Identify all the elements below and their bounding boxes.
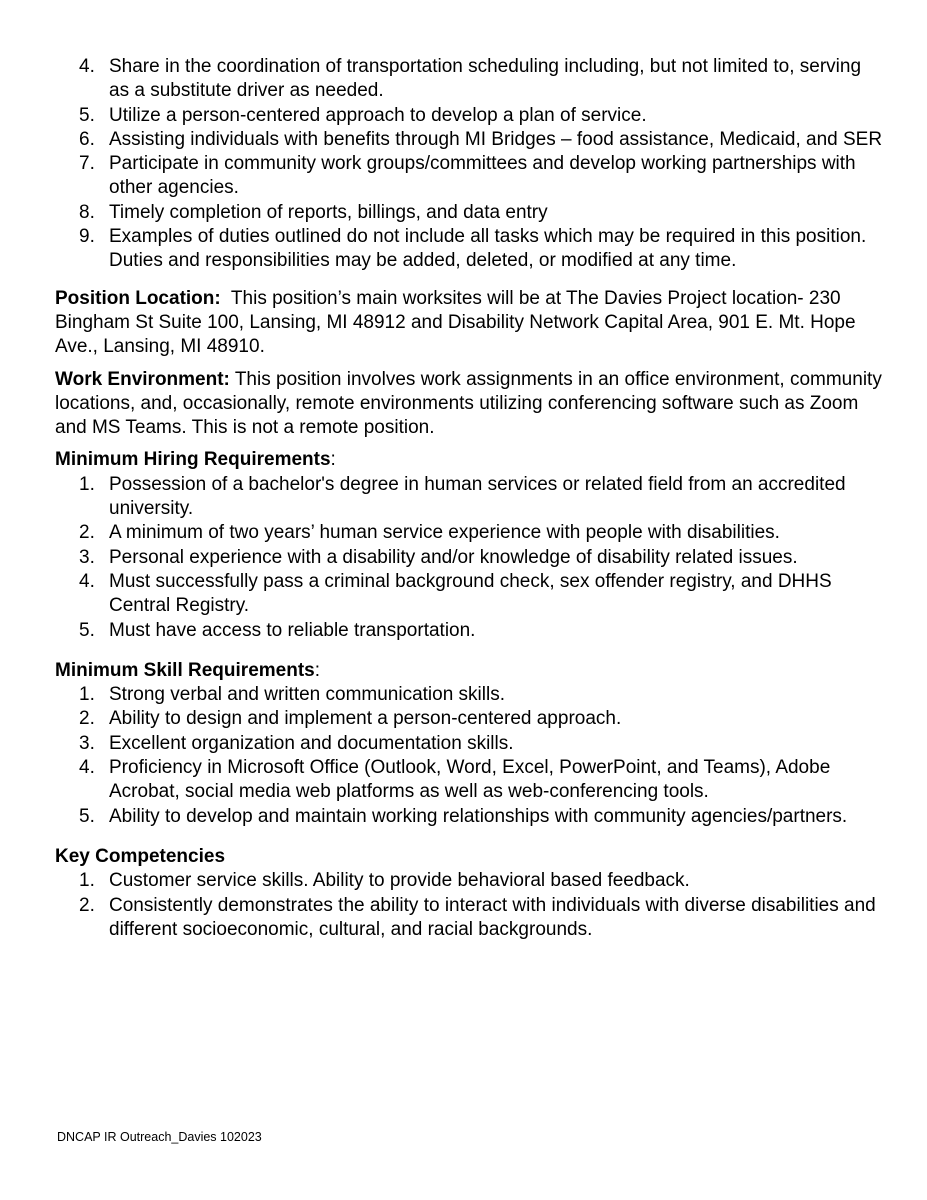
- item-number: 9.: [79, 226, 95, 248]
- skill-requirements-heading: Minimum Skill Requirements:: [55, 659, 321, 681]
- item-text: Timely completion of reports, billings, and data entry: [109, 201, 548, 223]
- item-text: Must successfully pass a criminal background check, sex offender registry, and DHHS Central Registry.: [109, 570, 832, 617]
- list-item: [55, 225, 885, 274]
- list-item: [55, 570, 885, 619]
- item-number: 5.: [79, 805, 95, 827]
- item-text: Strong verbal and written communication skills.: [109, 684, 506, 706]
- item-number: 4.: [79, 56, 95, 77]
- item-number: 3.: [79, 732, 95, 754]
- item-number: 2.: [79, 708, 95, 730]
- item-number: 6.: [79, 128, 95, 150]
- item-text: Personal experience with a disability and/or knowledge of disability related issues.: [109, 546, 798, 568]
- hiring-requirements-heading: Minimum Hiring Requirements:: [55, 449, 336, 471]
- list-item: [55, 55, 885, 104]
- item-text: Customer service skills. Ability to provide behavioral based feedback.: [109, 870, 690, 892]
- list-item: [55, 707, 885, 731]
- list-item: [55, 619, 885, 643]
- item-text: Ability to design and implement a person-centered approach.: [109, 708, 622, 730]
- item-number: 3.: [79, 546, 95, 568]
- item-text: Utilize a person-centered approach to develop a plan of service.: [109, 104, 647, 126]
- list-item: [55, 473, 885, 522]
- list-item: [55, 683, 885, 707]
- work-environment: [55, 368, 888, 441]
- hiring-requirements-list: [55, 473, 885, 643]
- item-text: Examples of duties outlined do not include all tasks which may be required in this position. Duties and responsibilities may be added, deleted, or modified at any time.: [109, 226, 867, 272]
- item-text: Excellent organization and documentation skills.: [109, 732, 514, 754]
- list-item: [55, 521, 885, 545]
- item-number: 4.: [79, 570, 95, 592]
- list-item: [55, 756, 885, 805]
- work-environment-label: Work Environment:: [55, 368, 230, 390]
- skill-requirements-list: [55, 683, 885, 829]
- list-item: [55, 128, 885, 152]
- item-number: 1.: [79, 870, 95, 892]
- item-text: Ability to develop and maintain working relationships with community agencies/partners.: [109, 805, 848, 827]
- list-item: [55, 732, 885, 756]
- item-text: Consistently demonstrates the ability to interact with individuals with diverse disabilities and different socioeconomic, cultural, and racial backgrounds.: [109, 894, 876, 940]
- duties-list: [55, 55, 885, 274]
- key-competencies-heading: Key Competencies: [55, 845, 226, 867]
- item-number: 5.: [79, 104, 95, 126]
- item-number: 5.: [79, 619, 95, 641]
- item-text: Assisting individuals with benefits through MI Bridges – food assistance, Medicaid, and SER: [109, 128, 883, 150]
- position-location: [55, 287, 885, 360]
- item-number: 2.: [79, 522, 95, 544]
- list-item: [55, 894, 885, 943]
- position-location-text: This position’s main worksites will be at The Davies Project location- 230 Bingham St Suite 100, Lansing, MI 48912 and Disability Network Capital Area, 901 E. Mt. Hope Ave., Lansing, MI 48910.: [55, 287, 860, 358]
- item-text: A minimum of two years’ human service experience with people with disabilities.: [109, 522, 780, 544]
- list-item: [55, 805, 885, 829]
- item-text: Must have access to reliable transportation.: [109, 619, 476, 641]
- item-text: Possession of a bachelor's degree in human services or related field from an accredited university.: [109, 473, 846, 520]
- list-item: [55, 201, 885, 225]
- list-item: [55, 152, 885, 201]
- item-number: 7.: [79, 153, 95, 175]
- item-text: Participate in community work groups/committees and develop working partnerships with other agencies.: [109, 153, 856, 199]
- item-number: 1.: [79, 473, 95, 495]
- list-item: [55, 104, 885, 128]
- item-number: 8.: [79, 201, 95, 223]
- list-item: [55, 546, 885, 570]
- item-text: Share in the coordination of transportation scheduling including, but not limited to, serving as a substitute driver as needed.: [109, 56, 862, 102]
- item-text: Proficiency in Microsoft Office (Outlook, Word, Excel, PowerPoint, and Teams), Adobe Acrobat, social media web platforms as well as web-conferencing tools.: [109, 757, 831, 803]
- position-location-label: Position Location:: [55, 287, 221, 309]
- list-item: [55, 869, 885, 893]
- work-environment-text: This position involves work assignments in an office environment, community locations, and, occasionally, remote environments utilizing conferencing software such as Zoom and MS Teams. This is not a remote position.: [55, 368, 888, 439]
- item-number: 4.: [79, 757, 95, 779]
- item-number: 2.: [79, 894, 95, 916]
- page-footer: DNCAP IR Outreach_Davies 102023: [57, 1130, 262, 1144]
- key-competencies-list: [55, 869, 885, 942]
- document-body: [55, 55, 888, 942]
- item-number: 1.: [79, 684, 95, 706]
